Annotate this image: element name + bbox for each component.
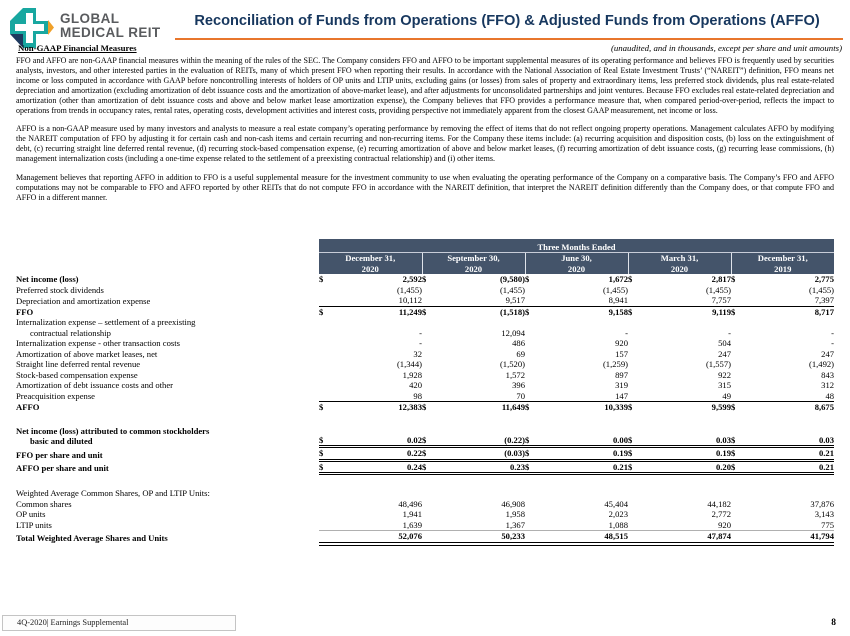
value-cell: 2,023	[608, 509, 628, 519]
value-cell: 0.19	[643, 447, 731, 461]
value-cell: 10,112	[334, 295, 422, 306]
currency-cell	[628, 391, 643, 402]
currency-cell	[422, 370, 437, 381]
value-cell: 10,339	[604, 402, 628, 412]
value-cell	[437, 488, 525, 499]
currency-cell	[731, 520, 746, 531]
row-label: AFFO per share and unit	[16, 463, 109, 473]
currency-cell: $	[628, 306, 633, 317]
row-label: Total Weighted Average Shares and Units	[16, 533, 168, 543]
value-cell	[746, 488, 834, 499]
currency-cell	[422, 295, 437, 306]
currency-cell	[525, 338, 540, 349]
currency-cell	[525, 520, 540, 531]
value-cell: -	[728, 327, 731, 338]
value-cell: 8,941	[540, 295, 628, 306]
currency-cell	[422, 317, 437, 338]
value-cell: 843	[821, 369, 835, 380]
table-row	[16, 447, 834, 461]
value-cell: 0.20	[643, 460, 731, 474]
currency-cell	[731, 285, 746, 296]
currency-cell: $	[422, 460, 437, 474]
value-cell: 46,908	[501, 498, 525, 509]
body-text	[16, 56, 834, 212]
table-row	[16, 295, 834, 306]
value-cell: 775	[746, 520, 834, 531]
value-cell: (1,455)	[705, 284, 731, 295]
value-cell: 2,817	[711, 274, 731, 284]
table-row	[16, 509, 834, 520]
currency-cell	[422, 380, 437, 391]
currency-cell	[628, 531, 643, 544]
value-cell: 247	[718, 348, 731, 359]
currency-cell: $	[319, 426, 334, 447]
currency-cell	[422, 499, 437, 510]
currency-cell	[422, 520, 437, 531]
value-cell: 44,182	[707, 498, 731, 509]
period-column-header: June 30, 2020	[525, 253, 628, 275]
value-cell: 247	[821, 348, 835, 359]
reconciliation-table-body	[16, 274, 834, 544]
page-title: Reconciliation of Funds from Operations (FFO) & Adjusted Funds from Operations (AFFO)	[194, 13, 820, 29]
table-row	[16, 359, 834, 370]
date-header-row	[16, 253, 834, 275]
value-cell: 922	[718, 369, 731, 380]
value-cell: 0.21	[746, 447, 834, 461]
value-cell: 920	[643, 520, 731, 531]
currency-cell	[731, 349, 746, 360]
table-row	[16, 370, 834, 381]
value-cell	[334, 488, 422, 499]
value-cell: (9,580)	[499, 274, 525, 284]
value-cell	[643, 488, 731, 499]
company-name-line2: MEDICAL REIT	[60, 25, 161, 40]
row-label: FFO	[16, 306, 34, 317]
currency-cell: $	[628, 402, 633, 412]
body-paragraph-1: FFO and AFFO are non-GAAP financial measures within the meaning of the rules of the SEC. The Company considers FFO and AFFO to be important supplemental measures of its operating performance and believes FFO is frequently used by securities analysts, investors, and other interested parties in the evaluation of REITs, many of which present FFO when reporting their results. In accordance with the National Association of Real Estate Investment Trusts’ (“NAREIT”) definition, FFO means net income or loss computed in accordance with GAAP before noncontrolling interests of holders of OP units and LTIP units, excluding gains (or losses) from sales of property and extraordinary items, less preferred stock dividends, plus real estate-related depreciation and amortization (excluding amortization of debt issuance costs and the amortization of above-market lease), and after adjustments for unconsolidated partnerships and joint ventures. Because FFO excludes real estate-related depreciation and amortization (other than amortization of debt issuance costs and above and below market lease amortization expense), the Company believes that FFO provides a performance measure that, when compared period-over-period, reflects the impact to operations from trends in occupancy rates, rental rates, operating costs, development activities and interest costs, providing perspective not immediately apparent from the closest GAAP measurement, net income or loss.	[16, 56, 834, 115]
currency-cell	[525, 499, 540, 510]
currency-cell	[628, 359, 643, 370]
currency-cell: $	[525, 460, 540, 474]
value-cell: -	[831, 327, 835, 338]
value-cell: 1,088	[540, 520, 628, 531]
subtitle-note: (unaudited, and in thousands, except per share and unit amounts)	[610, 43, 842, 53]
currency-cell	[628, 285, 643, 296]
value-cell: 11,649	[501, 402, 525, 412]
row-label: Depreciation and amortization expense	[16, 295, 151, 306]
value-cell: (1,259)	[602, 359, 628, 369]
value-cell: 9,517	[437, 295, 525, 306]
value-cell: 0.23	[437, 460, 525, 474]
period-column-header: March 31, 2020	[628, 253, 731, 275]
currency-cell	[731, 509, 746, 520]
currency-cell	[525, 531, 540, 544]
spanner-header-row	[16, 239, 834, 253]
currency-cell	[319, 295, 334, 306]
currency-cell	[319, 370, 334, 381]
value-cell: 7,757	[643, 295, 731, 306]
value-cell: -	[625, 327, 628, 338]
currency-cell	[525, 359, 540, 370]
row-label: OP units	[16, 509, 46, 519]
currency-cell: $	[319, 460, 334, 474]
table-row	[16, 349, 834, 360]
table-row	[16, 460, 834, 474]
value-cell: -	[419, 327, 422, 338]
value-cell: 319	[615, 380, 628, 390]
row-label: Internalization expense – settlement of a preexisting contractual relationship	[16, 317, 196, 338]
value-cell: 315	[718, 380, 731, 390]
title-accent-rule	[175, 38, 843, 40]
currency-cell	[422, 391, 437, 402]
currency-cell: $	[525, 306, 530, 317]
value-cell: 9,158	[608, 306, 628, 317]
currency-cell	[422, 349, 437, 360]
row-label: Internalization expense - other transaction costs	[16, 338, 180, 348]
value-cell: 98	[334, 391, 422, 402]
value-cell: -	[419, 338, 422, 348]
value-cell: (1,455)	[396, 284, 422, 295]
footer-label: 4Q-2020| Earnings Supplemental	[2, 615, 236, 631]
period-column-header: December 31, 2019	[731, 253, 834, 275]
currency-cell	[628, 488, 643, 499]
currency-cell: $	[422, 274, 427, 284]
period-column-header: December 31, 2020	[319, 253, 422, 275]
value-cell: 1,928	[402, 369, 422, 380]
currency-cell: $	[319, 274, 324, 284]
currency-cell	[628, 520, 643, 531]
value-cell: 0.03	[746, 426, 834, 447]
currency-cell	[628, 349, 643, 360]
value-cell: (1,492)	[808, 359, 835, 369]
value-cell: 41,794	[746, 531, 834, 544]
currency-cell: $	[319, 447, 334, 461]
currency-cell: $	[731, 306, 736, 317]
currency-cell	[628, 338, 643, 349]
value-cell: 1,941	[402, 509, 422, 519]
value-cell: 420	[409, 380, 422, 390]
currency-cell: $	[319, 402, 324, 412]
currency-cell	[319, 338, 334, 349]
value-cell: 0.02	[334, 426, 422, 447]
value-cell: 920	[615, 338, 628, 348]
currency-cell	[525, 317, 540, 338]
value-cell: (1,518)	[499, 306, 525, 317]
body-paragraph-2: AFFO is a non-GAAP measure used by many investors and analysts to measure a real estate company’s operating performance by removing the effect of items that do not reflect ongoing property operations. Management calculates AFFO by modifying the NAREIT computation of FFO by adjusting it for certain cash and non-cash items and certain recurring and non-recurring items. For the Company these items include: (a) recurring acquisition and disposition costs, (b) loss on the extinguishment of debt, (c) recurring straight line deferred rental revenue, (d) recurring stock-based compensation expense, (e) recurring amortization of above and below market leases, (f) recurring amortization of debt issuance costs, (g) recurring lease commissions, (h) management internalization costs (including a one-time expense related to the settlement of a preexisting contractual relationship) and (i) other items.	[16, 124, 834, 164]
value-cell: (1,455)	[808, 284, 835, 295]
currency-cell	[628, 295, 643, 306]
value-cell: 1,672	[608, 274, 628, 284]
value-cell: 1,639	[334, 520, 422, 531]
currency-cell	[319, 520, 334, 531]
value-cell: 396	[512, 380, 525, 390]
currency-cell: $	[731, 274, 736, 284]
currency-cell	[422, 531, 437, 544]
currency-cell: $	[628, 274, 633, 284]
value-cell: 0.00	[540, 426, 628, 447]
currency-cell	[731, 499, 746, 510]
currency-cell	[319, 488, 334, 499]
row-label: Stock-based compensation expense	[16, 369, 138, 380]
currency-cell: $	[525, 402, 530, 412]
currency-cell	[422, 509, 437, 520]
value-cell: -	[831, 338, 835, 348]
table-row	[16, 531, 834, 544]
currency-cell	[319, 391, 334, 402]
value-cell: 48	[746, 391, 834, 402]
value-cell: 1,367	[437, 520, 525, 531]
currency-cell: $	[731, 447, 746, 461]
currency-cell: $	[628, 426, 643, 447]
table-row	[16, 488, 834, 499]
table-row	[16, 274, 834, 285]
spacer-cell	[16, 474, 834, 489]
value-cell: 3,143	[814, 509, 835, 519]
table-row	[16, 285, 834, 296]
currency-cell	[731, 295, 746, 306]
currency-cell	[319, 349, 334, 360]
value-cell: 486	[512, 338, 525, 348]
currency-cell	[525, 295, 540, 306]
currency-cell	[731, 317, 746, 338]
value-cell: 312	[821, 380, 835, 390]
value-cell: 11,249	[398, 306, 422, 317]
currency-cell	[525, 285, 540, 296]
value-cell: (0.03)	[437, 447, 525, 461]
currency-cell	[731, 391, 746, 402]
currency-cell: $	[525, 447, 540, 461]
currency-cell: $	[731, 402, 736, 412]
table-row	[16, 317, 834, 338]
row-label: Amortization of above market leases, net	[16, 348, 158, 359]
currency-cell	[422, 359, 437, 370]
value-cell: 9,119	[712, 306, 731, 317]
value-cell: 49	[643, 391, 731, 402]
value-cell: (0.22)	[437, 426, 525, 447]
value-cell: 50,233	[437, 531, 525, 544]
table-row	[16, 402, 834, 413]
company-name	[60, 12, 161, 40]
value-cell: 37,876	[810, 498, 835, 509]
section-label: Non-GAAP Financial Measures	[18, 43, 137, 53]
row-label: Preferred stock dividends	[16, 284, 104, 295]
spacer-row	[16, 413, 834, 426]
value-cell: 147	[540, 391, 628, 402]
value-cell: 48,515	[540, 531, 628, 544]
currency-cell	[422, 338, 437, 349]
spacer-row	[16, 474, 834, 489]
page-number: 8	[831, 618, 836, 628]
value-cell: 69	[516, 348, 525, 359]
row-label: Amortization of debt issuance costs and other	[16, 380, 174, 390]
currency-cell: $	[628, 447, 643, 461]
value-cell: 2,772	[711, 509, 731, 519]
currency-cell	[731, 488, 746, 499]
value-cell: 0.24	[334, 460, 422, 474]
value-cell: 0.19	[540, 447, 628, 461]
period-column-header: September 30, 2020	[422, 253, 525, 275]
currency-cell	[319, 509, 334, 520]
value-cell: 0.22	[334, 447, 422, 461]
currency-cell	[628, 499, 643, 510]
currency-cell	[319, 380, 334, 391]
value-cell: (1,455)	[602, 284, 628, 295]
table-row	[16, 338, 834, 349]
currency-cell: $	[525, 274, 530, 284]
currency-cell	[422, 488, 437, 499]
value-cell: 1,572	[505, 369, 525, 380]
currency-cell	[731, 338, 746, 349]
value-cell: 45,404	[604, 498, 628, 509]
currency-cell	[525, 349, 540, 360]
value-cell: 12,383	[398, 402, 422, 412]
currency-cell	[731, 370, 746, 381]
currency-cell	[525, 391, 540, 402]
currency-cell	[731, 380, 746, 391]
currency-cell: $	[422, 447, 437, 461]
value-cell: 47,874	[643, 531, 731, 544]
value-cell: (1,557)	[705, 359, 731, 369]
currency-cell	[525, 509, 540, 520]
currency-cell: $	[628, 460, 643, 474]
currency-cell	[731, 359, 746, 370]
row-label: Straight line deferred rental revenue	[16, 359, 141, 369]
currency-cell	[628, 317, 643, 338]
row-label: AFFO	[16, 402, 40, 412]
value-cell: 12,094	[501, 327, 525, 338]
table-row	[16, 391, 834, 402]
value-cell: 504	[718, 338, 731, 348]
table-row	[16, 380, 834, 391]
row-label: Net income (loss)	[16, 274, 79, 284]
currency-cell	[628, 509, 643, 520]
value-cell: 32	[413, 348, 422, 359]
currency-cell	[525, 488, 540, 499]
currency-cell: $	[731, 426, 746, 447]
spacer-cell	[16, 413, 834, 426]
empty-header-cell	[16, 253, 319, 275]
currency-cell: $	[422, 426, 437, 447]
currency-cell: $	[525, 426, 540, 447]
currency-cell	[525, 380, 540, 391]
value-cell: 52,076	[334, 531, 422, 544]
row-label: LTIP units	[16, 520, 52, 530]
table-row	[16, 306, 834, 317]
value-cell: 8,675	[814, 402, 835, 412]
value-cell: 9,599	[711, 402, 731, 412]
currency-cell: $	[422, 402, 427, 412]
row-label: Net income (loss) attributed to common stockholders basic and diluted	[16, 425, 210, 446]
currency-cell: $	[319, 306, 324, 317]
row-label: Common shares	[16, 498, 72, 509]
row-label: FFO per share and unit	[16, 449, 103, 460]
reconciliation-table-container	[16, 239, 834, 546]
value-cell: (1,455)	[499, 284, 525, 295]
currency-cell	[422, 285, 437, 296]
value-cell: 48,496	[398, 498, 422, 509]
value-cell: 7,397	[746, 295, 834, 306]
currency-cell	[731, 531, 746, 544]
currency-cell	[319, 285, 334, 296]
currency-cell	[628, 370, 643, 381]
reconciliation-table	[16, 239, 834, 546]
company-name-line1: GLOBAL	[60, 11, 120, 26]
row-label: Weighted Average Common Shares, OP and LTIP Units:	[16, 488, 210, 498]
currency-cell	[628, 380, 643, 391]
value-cell: 2,592	[402, 274, 422, 284]
value-cell: 0.03	[643, 426, 731, 447]
row-label: Preacquisition expense	[16, 391, 95, 401]
table-row	[16, 520, 834, 531]
value-cell: 2,775	[814, 274, 835, 284]
value-cell: 157	[615, 348, 628, 359]
currency-cell: $	[422, 306, 427, 317]
spanner-header: Three Months Ended	[319, 239, 834, 253]
value-cell: 70	[437, 391, 525, 402]
value-cell: (1,520)	[499, 359, 525, 369]
value-cell: 897	[615, 369, 628, 380]
body-paragraph-3: Management believes that reporting AFFO in addition to FFO is a useful supplemental measure for the investment community to use when evaluating the operating performance of the Company on a comparative basis. The Company’s FFO and AFFO computations may not be comparable to FFO and AFFO reported by other REITs that do not compute FFO in accordance with the NAREIT definition, that interpret the NAREIT definition differently than the Company does, or that compute FFO and AFFO in a different manner.	[16, 173, 834, 202]
value-cell: 0.21	[540, 460, 628, 474]
currency-cell: $	[731, 460, 746, 474]
table-row	[16, 426, 834, 447]
value-cell: 1,958	[505, 509, 525, 519]
value-cell	[540, 488, 628, 499]
currency-cell	[319, 359, 334, 370]
currency-cell	[319, 499, 334, 510]
currency-cell	[319, 317, 334, 338]
currency-cell	[525, 370, 540, 381]
table-row	[16, 499, 834, 510]
value-cell: (1,344)	[396, 359, 422, 369]
empty-header-cell	[16, 239, 319, 253]
currency-cell	[319, 531, 334, 544]
value-cell: 0.21	[746, 460, 834, 474]
value-cell: 8,717	[814, 306, 835, 317]
